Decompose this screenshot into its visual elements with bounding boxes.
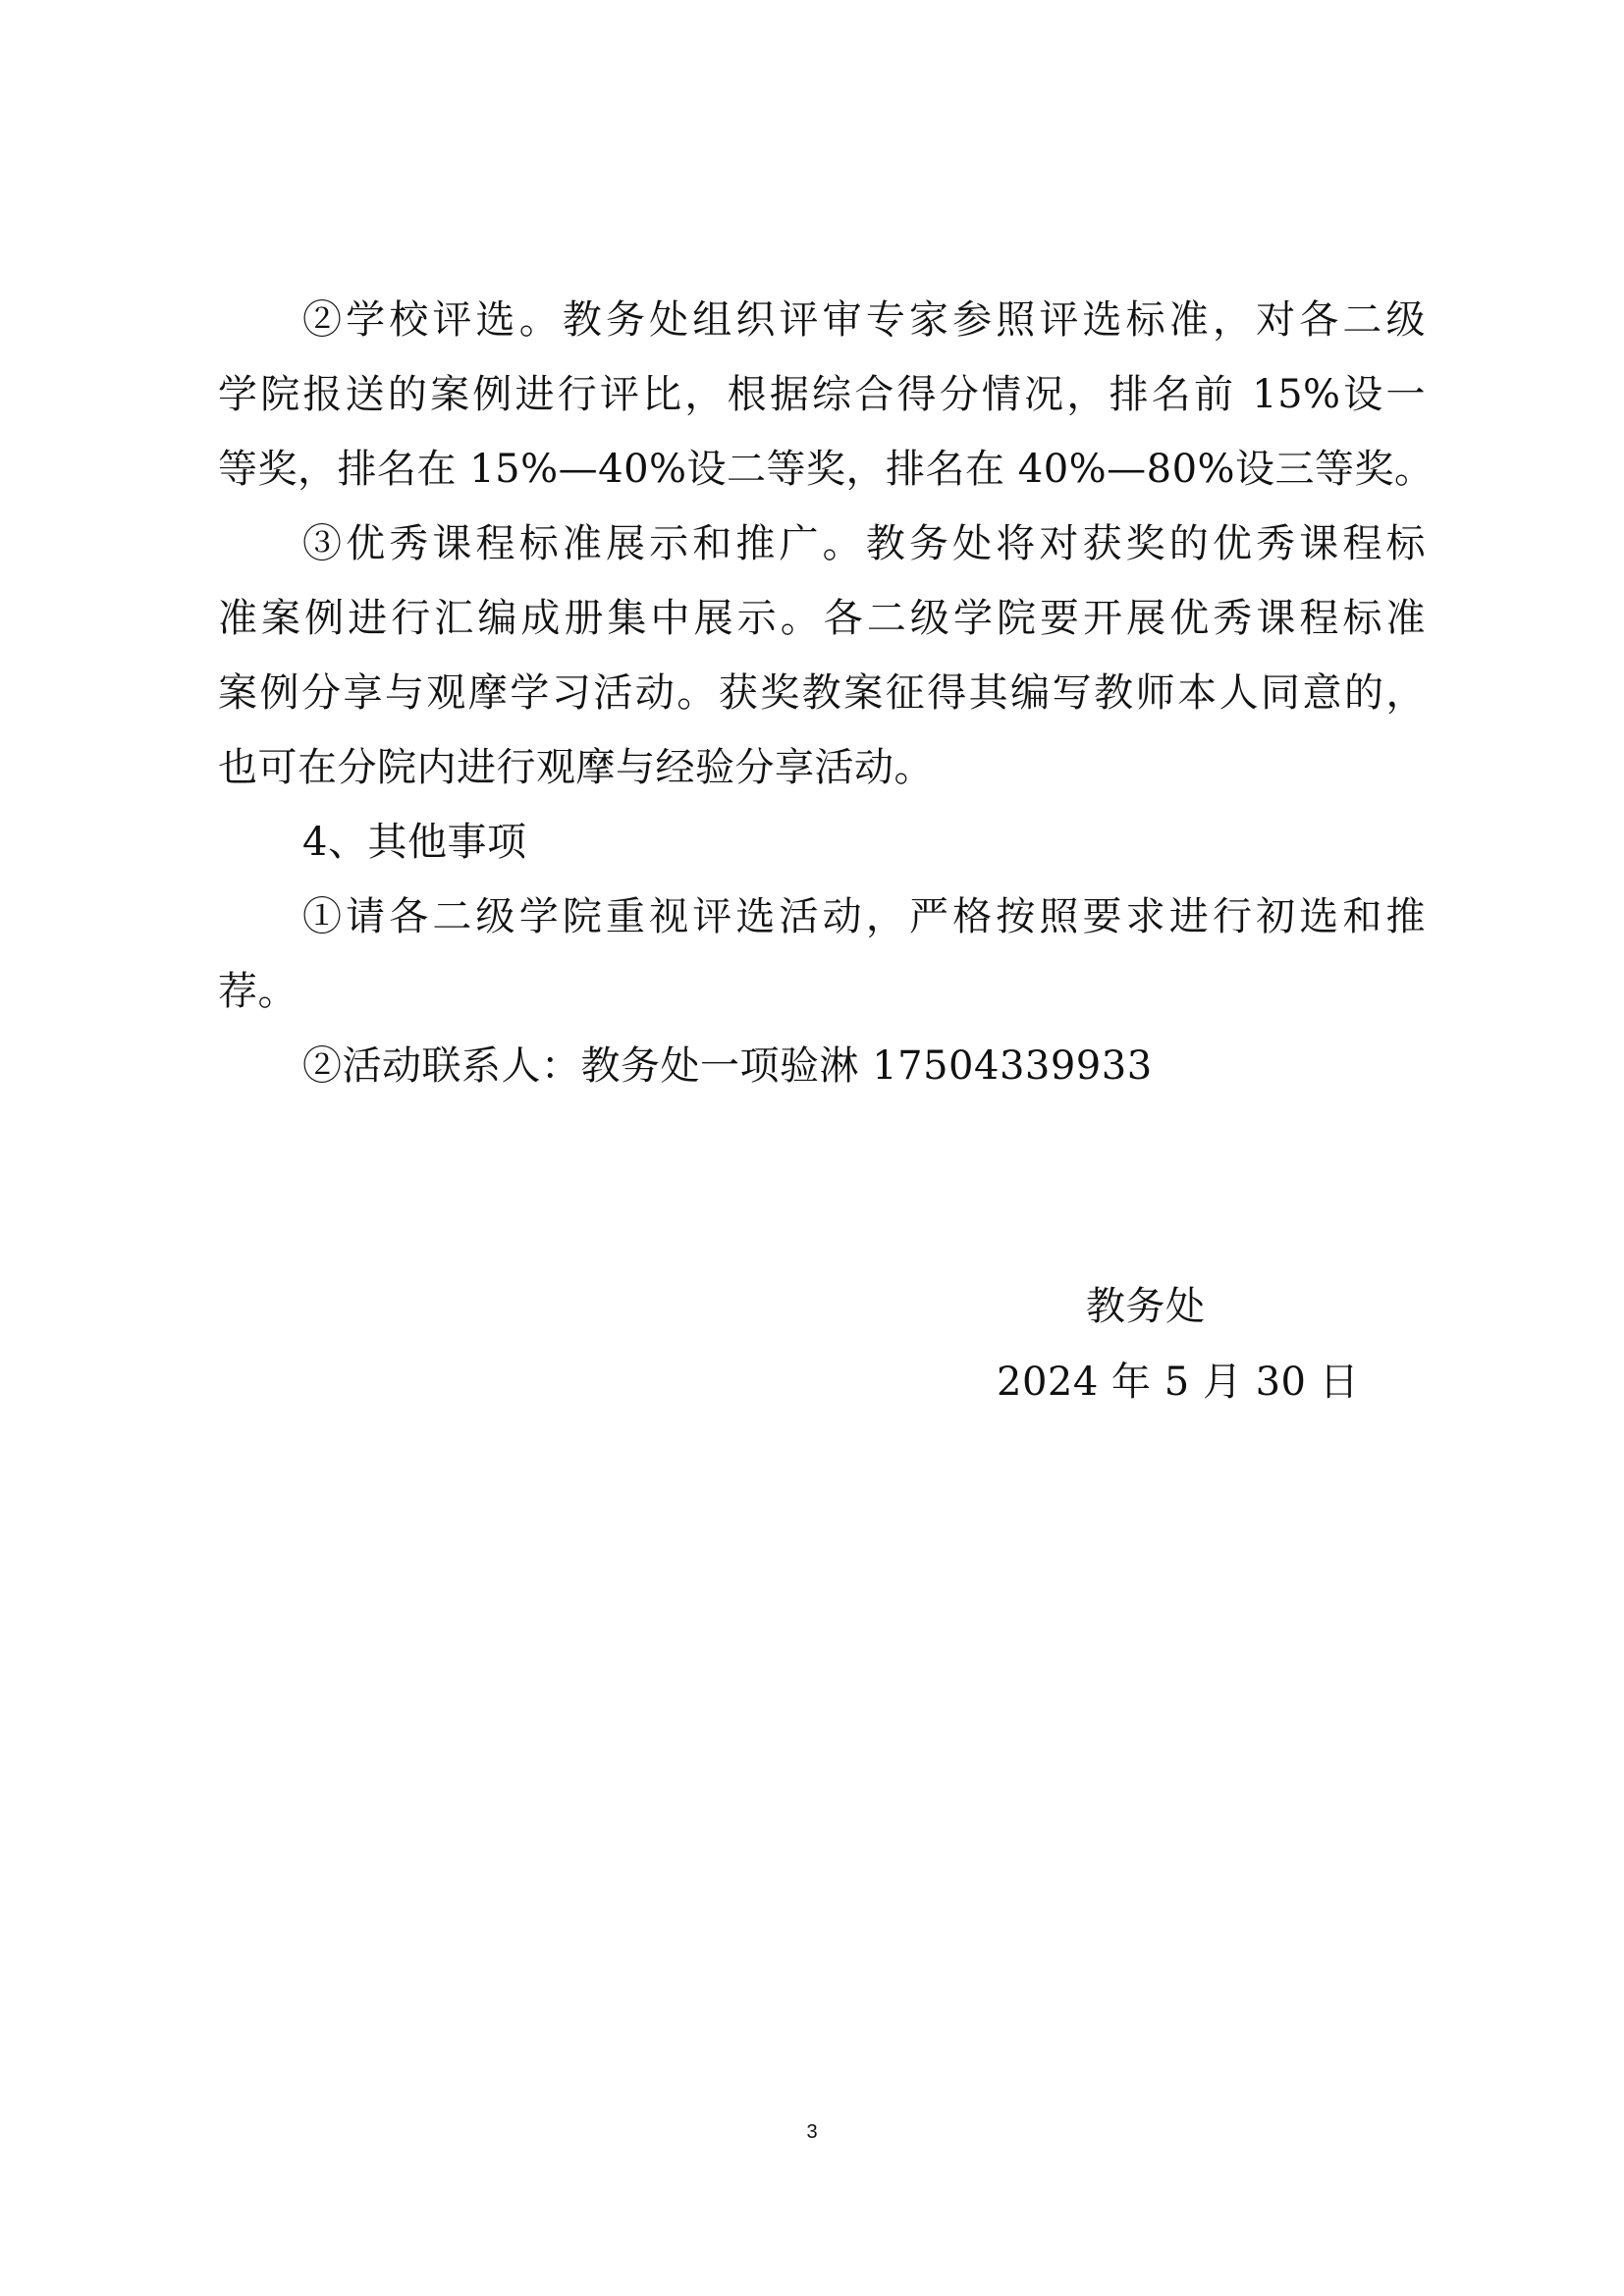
signature-date: 2024 年 5 月 30 日 bbox=[997, 1360, 1360, 1405]
section-heading-other-matters: 4、其他事项 bbox=[302, 820, 527, 865]
paragraph-showcase-line-2: 准案例进行汇编成册集中展示。各二级学院要开展优秀课程标准 bbox=[218, 596, 1426, 641]
paragraph-school-selection-line-2: 学院报送的案例进行评比，根据综合得分情况，排名前 15%设一 bbox=[218, 372, 1426, 417]
paragraph-showcase-line-3: 案例分享与观摩学习活动。获奖教案征得其编写教师本人同意的， bbox=[218, 670, 1426, 716]
paragraph-requirements-line-1: ①请各二级学院重视评选活动，严格按照要求进行初选和推 bbox=[302, 894, 1426, 939]
signature-office: 教务处 bbox=[1086, 1284, 1206, 1329]
paragraph-contact: ②活动联系人：教务处一项验淋 17504339933 bbox=[302, 1043, 1153, 1089]
page-number: 3 bbox=[806, 2121, 818, 2143]
paragraph-school-selection-line-1: ②学校评选。教务处组织评审专家参照评选标准，对各二级 bbox=[302, 297, 1426, 343]
paragraph-showcase-line-1: ③优秀课程标准展示和推广。教务处将对获奖的优秀课程标 bbox=[302, 521, 1426, 566]
paragraph-requirements-line-2: 荐。 bbox=[218, 969, 298, 1014]
paragraph-school-selection-line-3: 等奖，排名在 15%—40%设二等奖，排名在 40%—80%设三等奖。 bbox=[218, 447, 1435, 492]
paragraph-showcase-line-4: 也可在分院内进行观摩与经验分享活动。 bbox=[218, 745, 934, 790]
